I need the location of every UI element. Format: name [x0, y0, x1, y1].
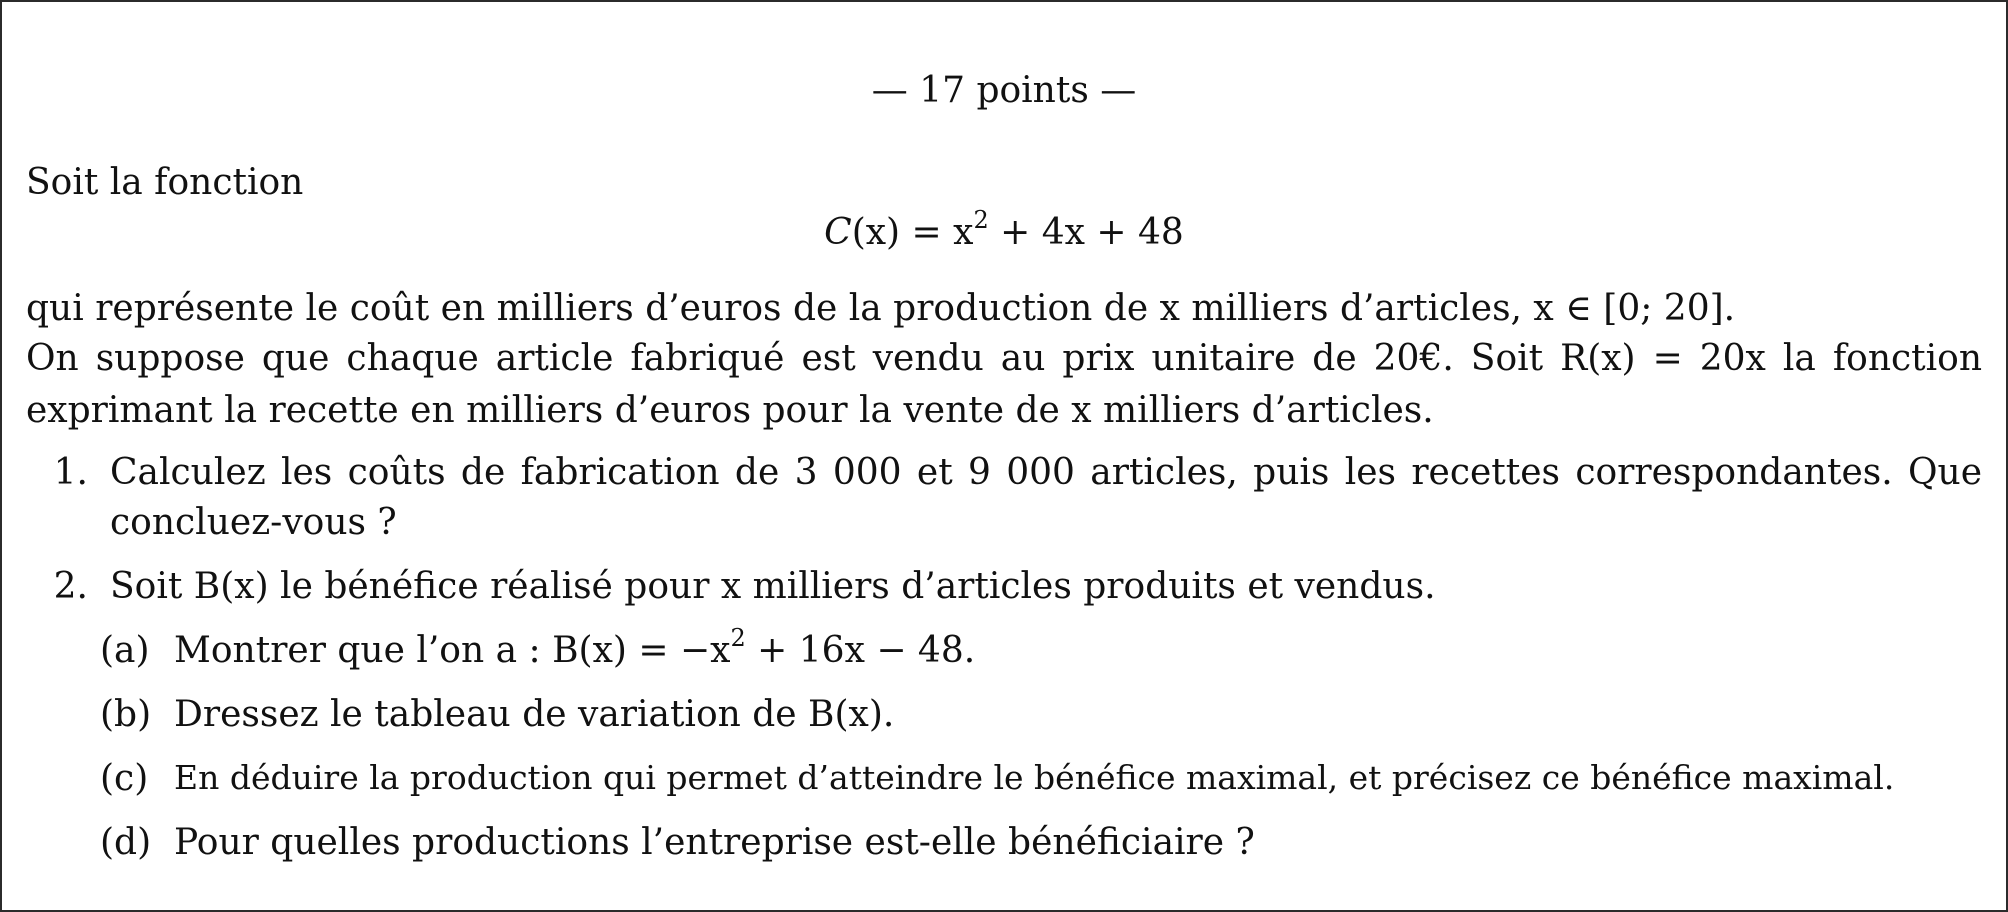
part-a-text-b: + 16x − 48.: [745, 630, 976, 671]
part-b-text: Dressez le tableau de variation de B(x).: [174, 694, 895, 735]
formula-c-rhs-b: + 4x + 48: [988, 212, 1184, 253]
part-c-label: (c): [100, 758, 149, 799]
part-a-label: (a): [100, 630, 150, 671]
question-2-text: Soit B(x) le bénéfice réalisé pour x milliers d’articles produits et vendus.: [110, 566, 1436, 607]
part-d-label: (d): [100, 822, 152, 863]
question-1-line-a: Calculez les coûts de fabrication de 3 000 et 9 000 articles, puis les recettes correspondantes. Que: [110, 452, 1982, 493]
part-a-text-a: Montrer que l’on a : B(x) = −x: [174, 630, 731, 671]
points-header: — 17 points —: [871, 70, 1137, 111]
formula-c-lhs: C: [824, 212, 852, 253]
part-b-label: (b): [100, 694, 152, 735]
part-c-text: En déduire la production qui permet d’atteindre le bénéfice maximal, et précisez ce bénéfice maximal.: [174, 758, 1895, 797]
question-1-number: 1.: [53, 452, 88, 493]
question-1-line-b: concluez-vous ?: [110, 502, 397, 543]
part-a-exponent: 2: [730, 624, 746, 652]
intro-line-3: exprimant la recette en milliers d’euros pour la vente de x milliers d’articles.: [26, 390, 1434, 431]
part-d-text: Pour quelles productions l’entreprise est-elle bénéficiaire ?: [174, 822, 1255, 863]
intro-line-2: On suppose que chaque article fabriqué est vendu au prix unitaire de 20€. Soit R(x) = 20x la fonction: [26, 338, 1982, 379]
intro-soit: Soit la fonction: [26, 162, 304, 203]
cost-formula: [0, 206, 2008, 253]
part-a-text: [174, 624, 976, 671]
intro-line-1: qui représente le coût en milliers d’euros de la production de x milliers d’articles, x ∈ [0; 20].: [26, 288, 1736, 329]
formula-c-rhs-a: (x) = x: [851, 212, 974, 253]
question-2-number: 2.: [53, 566, 88, 607]
formula-c-exponent: 2: [973, 206, 989, 234]
